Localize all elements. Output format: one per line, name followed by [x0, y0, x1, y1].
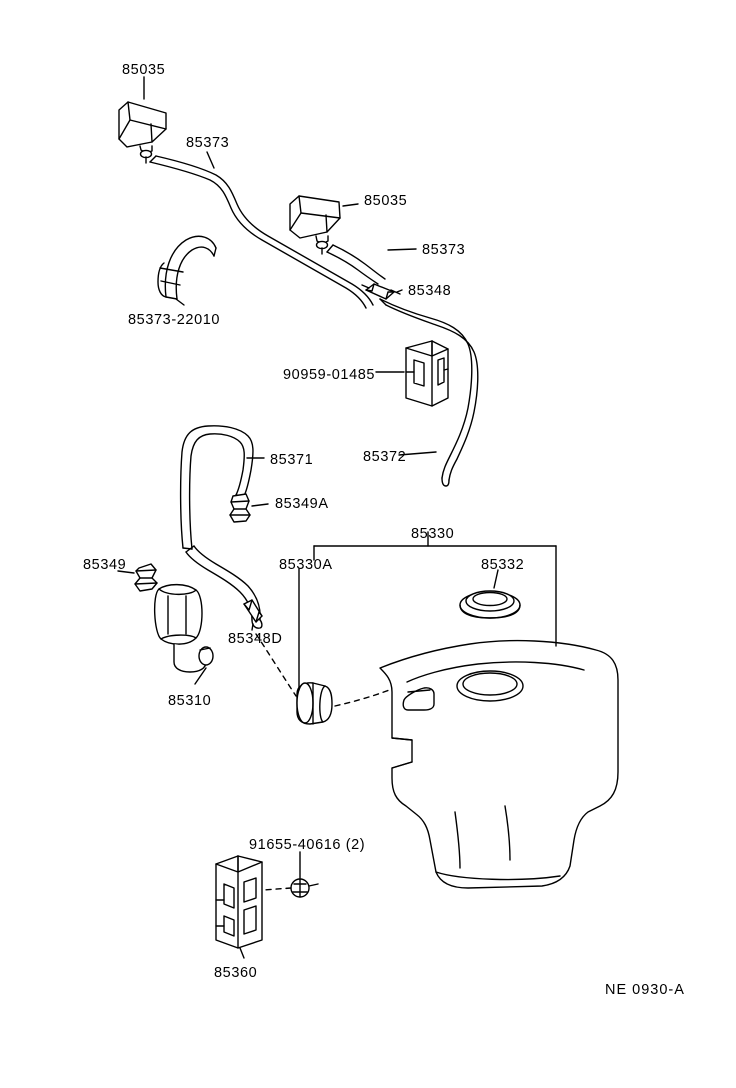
- bracket-85360: [216, 856, 262, 948]
- dashed-leader-screw: [264, 888, 291, 890]
- leader-85373-22010: [176, 299, 184, 305]
- part-label-85348d: 85348D: [228, 631, 283, 647]
- leader-85348d: [252, 624, 253, 630]
- leader-85373-lower: [388, 249, 416, 250]
- leader-85360: [240, 948, 244, 958]
- leader-85035-lower: [343, 204, 358, 206]
- leader-85349a: [252, 504, 268, 506]
- part-label-85330: 85330: [411, 526, 455, 542]
- grommet-85349a: [230, 494, 250, 522]
- part-label-85360: 85360: [214, 965, 258, 981]
- cap-85332: [460, 591, 520, 618]
- screw-91655-40616: [291, 879, 318, 897]
- hose-85373-upper: [150, 156, 373, 308]
- hose-85373-22010: [158, 236, 216, 299]
- pump-85310: [155, 585, 213, 672]
- leader-85373-upper: [207, 152, 214, 168]
- part-label-85330a: 85330A: [279, 557, 333, 573]
- reservoir-tank-85330: [380, 641, 618, 888]
- part-label-91655-40616: 91655-40616 (2): [249, 837, 366, 853]
- part-label-85372: 85372: [363, 449, 407, 465]
- clamp-90959-01485: [406, 341, 448, 406]
- leader-85348: [397, 290, 402, 292]
- figure-code: NE 0930-A: [605, 982, 685, 998]
- part-label-85348: 85348: [408, 283, 452, 299]
- hose-85371: [181, 426, 253, 549]
- part-label-85349a: 85349A: [275, 496, 329, 512]
- connector-85348d: [244, 600, 262, 622]
- inlet-grommet-85330a: [297, 683, 332, 724]
- grommet-85349: [135, 564, 157, 591]
- part-label-85373-upper: 85373: [186, 135, 230, 151]
- part-label-85332: 85332: [481, 557, 525, 573]
- part-label-85373-lower: 85373: [422, 242, 466, 258]
- part-label-85349: 85349: [83, 557, 127, 573]
- part-label-85373-22010: 85373-22010: [128, 312, 221, 328]
- nozzle-upper-85035: [119, 102, 166, 163]
- hose-85373-lower: [327, 245, 385, 284]
- part-label-85310: 85310: [168, 693, 212, 709]
- part-label-85371: 85371: [270, 452, 314, 468]
- part-label-90959-01485: 90959-01485: [283, 367, 376, 383]
- part-label-85035-lower: 85035: [364, 193, 408, 209]
- part-label-85035-upper: 85035: [122, 62, 166, 78]
